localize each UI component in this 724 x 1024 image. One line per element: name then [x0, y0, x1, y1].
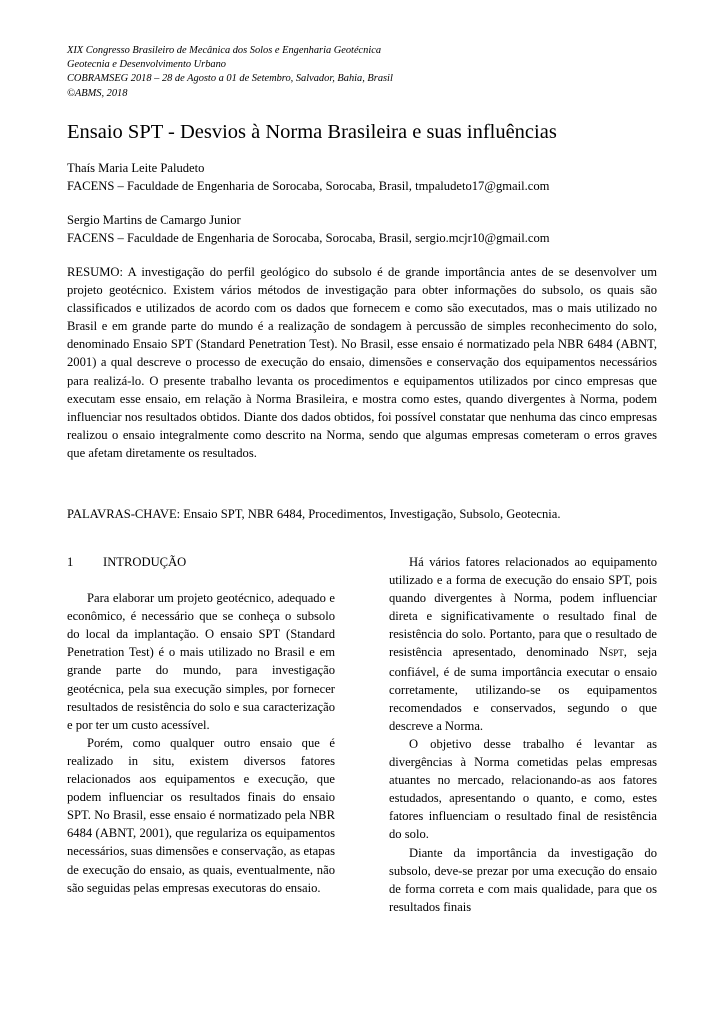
- left-column: [67, 553, 335, 897]
- paragraph: O objetivo desse trabalho é levantar as divergências à Norma cometidas pelas empresas atuantes no mercado, relacionando-as aos fatores estudados, apresentando o quanto, e como, estes fatores influenciam o resultado final de resistência do solo.: [389, 736, 657, 842]
- abstract: RESUMO: A investigação do perfil geológico do subsolo é de grande importância antes de se desenvolver um projeto geotécnico. Existem vários métodos de investigação para obter informações do subsolo, os quais são classificados e utilizados de acordo com os dados que fornecem e como são executados, mas o mais utilizado no Brasil e em grande parte do mundo é a realização de sondagem à percussão de simples reconhecimento do solo, denominado Ensaio SPT (Standard Penetration Test). No Brasil, esse ensaio é normatizado pela NBR 6484 (ABNT, 2001) a qual descreve o processo de execução do ensaio, dimensões e conservação dos equipamentos necessários para realizá-lo. O presente trabalho levanta os procedimentos e equipamentos utilizados por cinco empresas que executam esse ensaio, em relação à Norma Brasileira, e mostra como estes, quando divergentes à Norma, podem influenciar nos resultados obtidos. Diante dos dados obtidos, foi possível constatar que nenhuma das cinco empresas realizou o ensaio integralmente como descrito na Norma, sendo que algumas empresas cometeram o erros graves que afetam diretamente os resultados.: [67, 265, 657, 460]
- paragraph: Para elaborar um projeto geotécnico, adequado e econômico, é necessário que se conheça o subsolo do local da implantação. O ensaio SPT (Standard Penetration Test) é o mais utilizado no Brasil e em grande parte do mundo, para investigação geotécnica, pela sua execução simples, por fornecer resultados de resistência do solo e sua caracterização e por ter um custo acessível.: [67, 591, 335, 732]
- section-heading: [67, 553, 335, 571]
- right-column: [389, 553, 657, 916]
- paragraph: Diante da importância da investigação do subsolo, deve-se prezar por uma execução do ensaio de forma correta e com mais qualidade, para que os resultados finais: [389, 845, 657, 914]
- author-affiliation: FACENS – Faculdade de Engenharia de Sorocaba, Sorocaba, Brasil, sergio.mcjr10@gmail.com: [67, 231, 550, 245]
- copyright: ©ABMS, 2018: [67, 87, 128, 99]
- paper-title: Ensaio SPT - Desvios à Norma Brasileira e suas influências: [67, 121, 557, 143]
- paragraph-text: Há vários fatores relacionados ao equipamento utilizado e a forma de execução do ensaio SPT, pois quando divergentes à Norma, podem influenciar direta e significativamente o resultado final de resistência do solo. Portanto, para que o resultado de resistência apresentado, denominado N: [389, 555, 657, 660]
- paragraph: [389, 553, 657, 735]
- conference-name: XIX Congresso Brasileiro de Mecânica dos Solos e Engenharia Geotécnica: [67, 45, 382, 56]
- author-block-2: [67, 211, 550, 247]
- conference-theme: Geotecnia e Desenvolvimento Urbano: [67, 59, 226, 71]
- conference-header: [67, 44, 667, 101]
- author-affiliation: FACENS – Faculdade de Engenharia de Sorocaba, Sorocaba, Brasil, tmpaludeto17@gmail.com: [67, 179, 550, 193]
- nspt-subscript: SPT: [608, 648, 624, 659]
- author-name: Sergio Martins de Camargo Junior: [67, 213, 241, 227]
- keywords: PALAVRAS-CHAVE: Ensaio SPT, NBR 6484, Procedimentos, Investigação, Subsolo, Geotecnia.: [67, 507, 561, 521]
- paragraph: Porém, como qualquer outro ensaio que é realizado in situ, existem diversos fatores relacionados aos equipamentos e execução, que podem influenciar os resultados finais do ensaio SPT. No Brasil, esse ensaio é normatizado pela NBR 6484 (ABNT, 2001), que regulariza os equipamentos necessários, suas dimensões e conservação, as etapas de execução do ensaio, as quais, eventualmente, não são seguidas pelas empresas executoras do ensaio.: [67, 735, 335, 895]
- author-block-1: [67, 159, 549, 195]
- paragraph-text: , seja confiável, é de suma importância executar o ensaio corretamente, utilizando-se os equipamentos recomendados e conservados, segundo o que descreve a Norma.: [389, 645, 657, 733]
- author-name: Thaís Maria Leite Paludeto: [67, 161, 205, 175]
- section-title: INTRODUÇÃO: [103, 555, 187, 569]
- conference-dates: COBRAMSEG 2018 – 28 de Agosto a 01 de Setembro, Salvador, Bahia, Brasil: [67, 73, 393, 85]
- section-number: 1: [67, 555, 74, 569]
